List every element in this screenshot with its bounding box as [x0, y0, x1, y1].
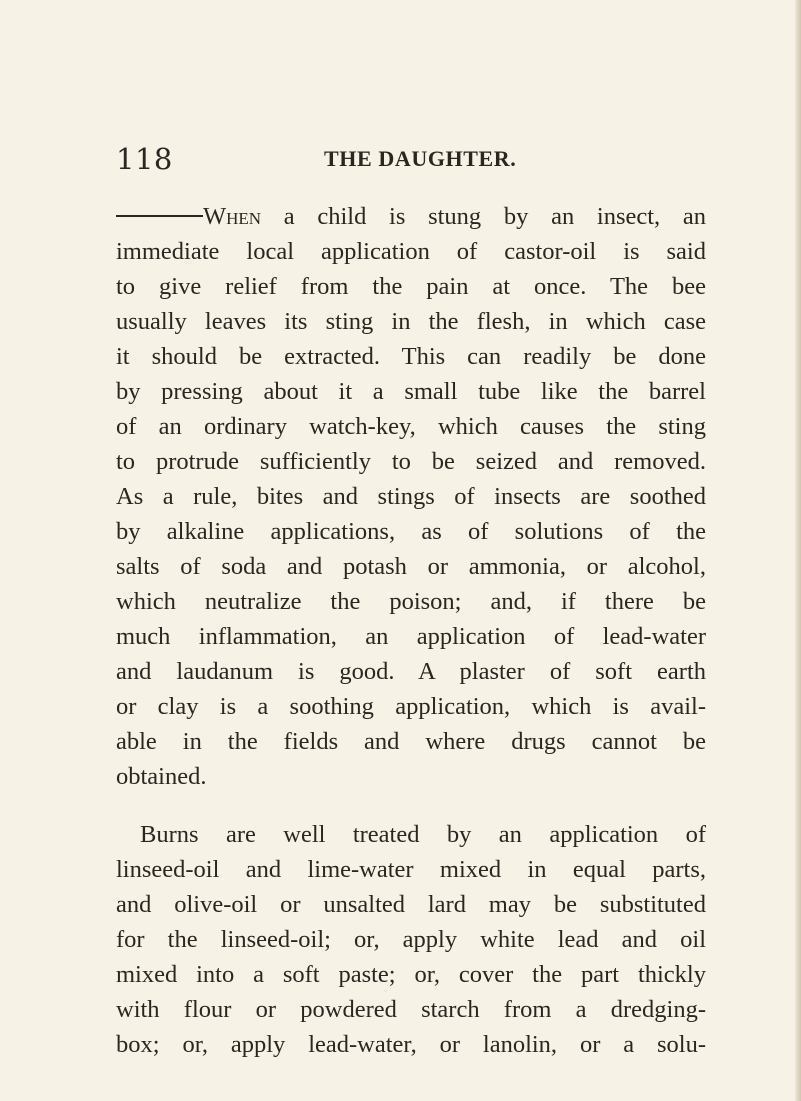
page-header: [116, 142, 706, 178]
page-number: 118: [116, 142, 173, 176]
text-line: able in the fields and where drugs cannot be: [116, 728, 706, 755]
body-text: [116, 199, 706, 1062]
paragraph-1-line-1: [116, 199, 706, 234]
text-line: which neutralize the poison; and, if there be: [116, 588, 706, 615]
paragraph-gap: [116, 794, 706, 817]
text-line: Burns are well treated by an application of: [140, 821, 706, 848]
text-line: to give relief from the pain at once. The bee: [116, 273, 706, 300]
text-line: with flour or powdered starch from a dredging-: [116, 996, 706, 1023]
em-dash-rule: [116, 215, 203, 217]
text-line: linseed-oil and lime-water mixed in equal parts,: [116, 856, 706, 883]
text-line: for the linseed-oil; or, apply white lead and oil: [116, 926, 706, 953]
text-line: to protrude sufficiently to be seized and removed.: [116, 448, 706, 475]
text-line: salts of soda and potash or ammonia, or alcohol,: [116, 553, 706, 580]
text-line: box; or, apply lead-water, or lanolin, or a solu-: [116, 1031, 706, 1058]
text-line: it should be extracted. This can readily be done: [116, 343, 706, 370]
text-line: by pressing about it a small tube like the barrel: [116, 378, 706, 405]
text-line: mixed into a soft paste; or, cover the part thickly: [116, 961, 706, 988]
text-line: As a rule, bites and stings of insects are soothed: [116, 483, 706, 510]
text-line: usually leaves its sting in the flesh, in which case: [116, 308, 706, 335]
page-edge: [795, 0, 801, 1101]
text-line: or clay is a soothing application, which is avail-: [116, 693, 706, 720]
text-line: much inflammation, an application of lead-water: [116, 623, 706, 650]
text-line: obtained.: [116, 763, 207, 790]
text-line: a child is stung by an insect, an: [261, 203, 706, 230]
text-line: immediate local application of castor-oil is said: [116, 238, 706, 265]
text-line: and olive-oil or unsalted lard may be substituted: [116, 891, 706, 918]
opening-word: When: [203, 203, 262, 230]
running-head: THE DAUGHTER.: [324, 146, 517, 171]
text-line: of an ordinary watch-key, which causes the sting: [116, 413, 706, 440]
text-line: by alkaline applications, as of solutions of the: [116, 518, 706, 545]
text-line: and laudanum is good. A plaster of soft earth: [116, 658, 706, 685]
